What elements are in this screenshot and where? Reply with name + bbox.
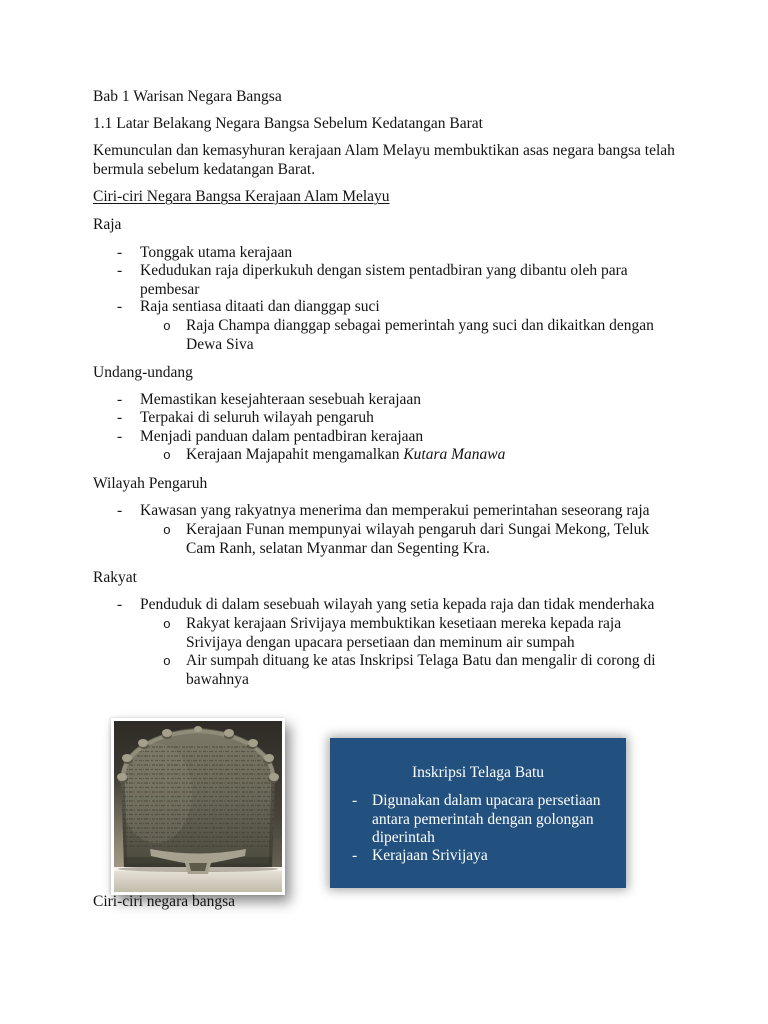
sub-list-item-text: Air sumpah dituang ke atas Inskripsi Telaga Batu dan mengalir di corong di bawahnya [186, 652, 656, 688]
list-item-text: Menjadi panduan dalam pentadbiran kerajaan [140, 428, 424, 445]
list-item [0, 262, 768, 298]
list-item [0, 391, 768, 410]
list-item-text: Penduduk di dalam sesebuah wilayah yang setia kepada raja dan tidak menderhaka [140, 596, 655, 613]
bullet-marker: - [117, 596, 123, 613]
sub-list-item-text [186, 446, 505, 465]
bullet-marker: - [352, 792, 358, 809]
sub-list-item-text: Raja Champa dianggap sebagai pemerintah yang suci dan dikaitkan dengan Dewa Siva [186, 317, 654, 353]
section-heading-undang-undang: Undang-undang [93, 364, 193, 381]
bullet-marker: - [117, 298, 123, 315]
callout-list-item-text: Kerajaan Srivijaya [372, 847, 488, 864]
sub-bullet-marker: o [163, 654, 171, 669]
bullet-marker: - [352, 847, 358, 864]
sub-list-item [0, 615, 768, 651]
callout-title: Inskripsi Telaga Batu [411, 764, 545, 781]
section-heading-rakyat: Rakyat [93, 569, 137, 586]
list-item-text: Terpakai di seluruh wilayah pengaruh [140, 409, 374, 426]
sub-bullet-marker: o [163, 617, 171, 632]
list-item-text: Kawasan yang rakyatnya menerima dan memperakui pemerintahan seseorang raja [140, 502, 650, 519]
list-item [0, 244, 768, 263]
sub-list-item [0, 317, 768, 353]
bullet-marker: - [117, 262, 123, 279]
sub-bullet-marker: o [163, 319, 171, 334]
chapter-title: Bab 1 Warisan Negara Bangsa [93, 88, 282, 105]
callout-list-item-text: Digunakan dalam upacara persetiaan antara pemerintah dengan golongan diperintah [372, 792, 601, 846]
list-item-text: Raja sentiasa ditaati dan dianggap suci [140, 298, 380, 315]
section-heading-raja: Raja [93, 216, 122, 233]
bullet-marker: - [117, 391, 123, 408]
list-item [0, 596, 768, 615]
list-item [0, 428, 768, 447]
subheading: Ciri-ciri Negara Bangsa Kerajaan Alam Melayu [93, 188, 390, 205]
bullet-marker: - [117, 428, 123, 445]
sub-list-item [0, 652, 768, 688]
list-item [0, 409, 768, 428]
sub-list-item [0, 446, 768, 465]
section-title: 1.1 Latar Belakang Negara Bangsa Sebelum Kedatangan Barat [93, 115, 483, 132]
sub-list-item-plain-text: Kerajaan Majapahit mengamalkan [186, 446, 400, 463]
figure-caption: Ciri-ciri negara bangsa [93, 893, 236, 910]
list-item-text: Kedudukan raja diperkukuh dengan sistem pentadbiran yang dibantu oleh para pembesar [140, 262, 628, 298]
list-item-text: Tonggak utama kerajaan [140, 244, 293, 261]
sub-list-item [0, 521, 768, 557]
bullet-marker: - [117, 502, 123, 519]
list-item [0, 502, 768, 521]
sub-list-item-text: Rakyat kerajaan Srivijaya membuktikan kesetiaan mereka kepada raja Srivijaya dengan upacara persetiaan dan meminum air sumpah [186, 615, 622, 651]
italic-term: Kutara Manawa [403, 446, 506, 463]
callout-box [330, 738, 626, 888]
sub-bullet-marker: o [163, 523, 171, 538]
sub-list-item-text: Kerajaan Funan mempunyai wilayah pengaruh dari Sungai Mekong, Teluk Cam Ranh, selatan Myanmar dan Segenting Kra. [186, 521, 650, 557]
list-item-text: Memastikan kesejahteraan sesebuah kerajaan [140, 391, 422, 408]
intro-paragraph: Kemunculan dan kemasyhuran kerajaan Alam Melayu membuktikan asas negara bangsa telah bermula sebelum kedatangan Barat. [93, 142, 675, 178]
list-item [0, 298, 768, 317]
bullet-marker: - [117, 244, 123, 261]
section-heading-wilayah-pengaruh: Wilayah Pengaruh [93, 475, 208, 492]
inscription-photo [114, 721, 282, 892]
bullet-marker: - [117, 409, 123, 426]
sub-bullet-marker: o [163, 448, 171, 463]
photo-frame [111, 718, 285, 895]
